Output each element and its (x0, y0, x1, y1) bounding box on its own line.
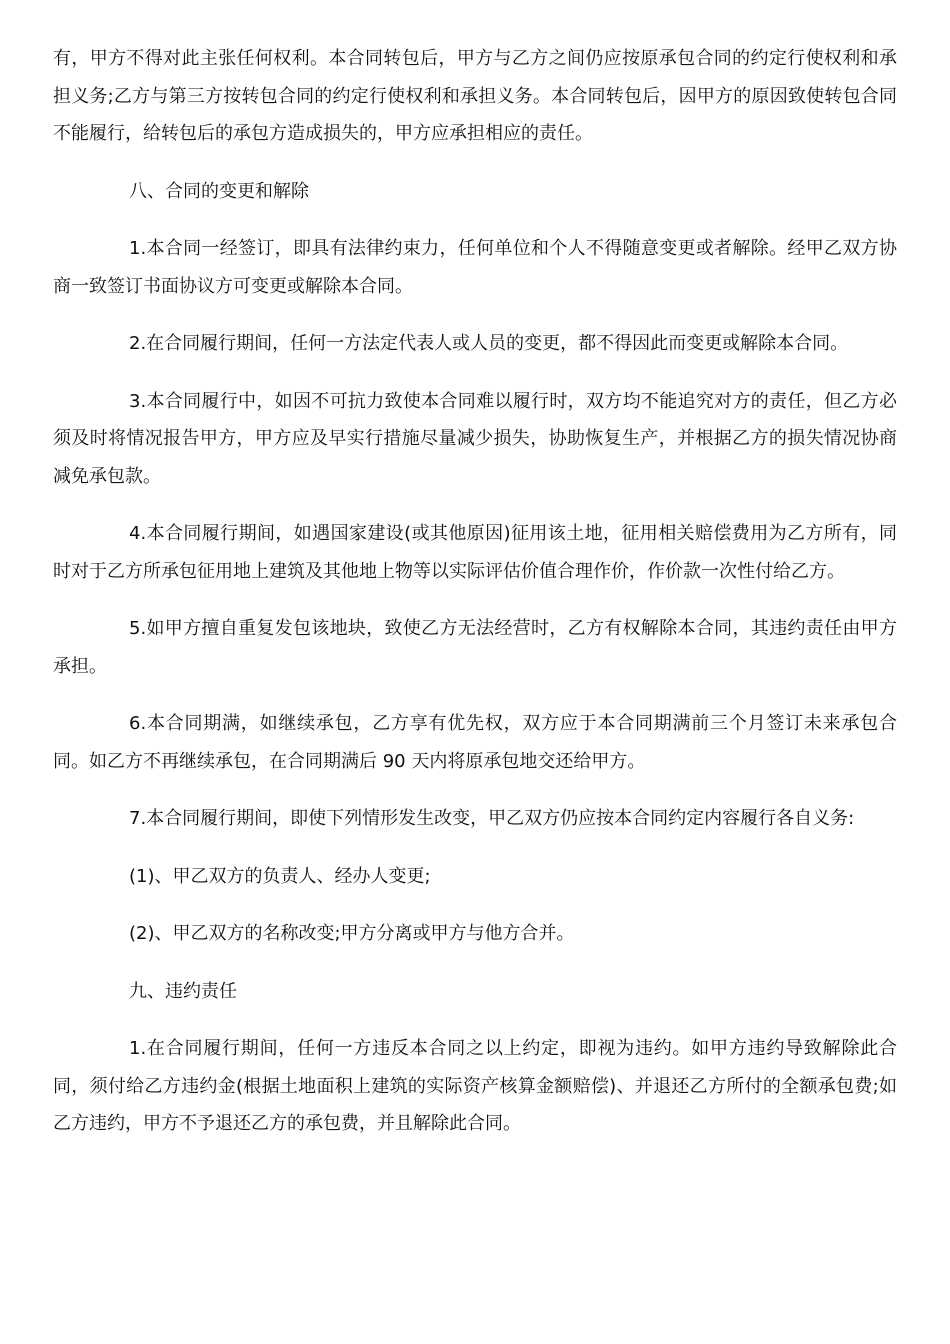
clause-8-7-item-1: (1)、甲乙双方的负责人、经办人变更; (129, 865, 431, 887)
clause-9-1: 1.在合同履行期间，任何一方违反本合同之以上约定，即视为违约。如甲方违约导致解除此合同，须付给乙方违约金(根据土地面积上建筑的实际资产核算金额赔偿)、并退还乙方所付的全额承包费;如乙方违约，甲方不予退还乙方的承包费，并且解除此合同。 (53, 1038, 897, 1134)
clause-8-5: 5.如甲方擅自重复发包该地块，致使乙方无法经营时，乙方有权解除本合同，其违约责任由甲方承担。 (53, 618, 897, 677)
clause-8-6: 6.本合同期满，如继续承包，乙方享有优先权，双方应于本合同期满前三个月签订未来承包合同。如乙方不再继续承包，在合同期满后 90 天内将原承包地交还给甲方。 (53, 713, 897, 772)
document-page (53, 40, 897, 1163)
clause-8-7-item-2: (2)、甲乙双方的名称改变;甲方分离或甲方与他方合并。 (129, 923, 575, 944)
paragraph-continuation: 有，甲方不得对此主张任何权利。本合同转包后，甲方与乙方之间仍应按原承包合同的约定行使权利和承担义务;乙方与第三方按转包合同的约定行使权利和承担义务。本合同转包后，因甲方的原因致使转包合同不能履行，给转包后的承包方造成损失的，甲方应承担相应的责任。 (53, 48, 897, 144)
section-heading-8: 八、合同的变更和解除 (129, 180, 309, 202)
clause-8-4: 4.本合同履行期间，如遇国家建设(或其他原因)征用该土地，征用相关赔偿费用为乙方所有，同时对于乙方所承包征用地上建筑及其他地上物等以实际评估价值合理作价，作价款一次性付给乙方。 (53, 523, 897, 582)
clause-8-7: 7.本合同履行期间，即使下列情形发生改变，甲乙双方仍应按本合同约定内容履行各自义务: (129, 808, 855, 829)
section-heading-9: 九、违约责任 (129, 980, 237, 1002)
clause-8-2: 2.在合同履行期间，任何一方法定代表人或人员的变更，都不得因此而变更或解除本合同。 (129, 333, 849, 354)
clause-8-1: 1.本合同一经签订，即具有法律约束力，任何单位和个人不得随意变更或者解除。经甲乙双方协商一致签订书面协议方可变更或解除本合同。 (53, 238, 897, 297)
clause-8-3: 3.本合同履行中，如因不可抗力致使本合同难以履行时，双方均不能追究对方的责任，但乙方必须及时将情况报告甲方，甲方应及早实行措施尽量减少损失，协助恢复生产，并根据乙方的损失情况协商减免承包款。 (53, 390, 897, 487)
